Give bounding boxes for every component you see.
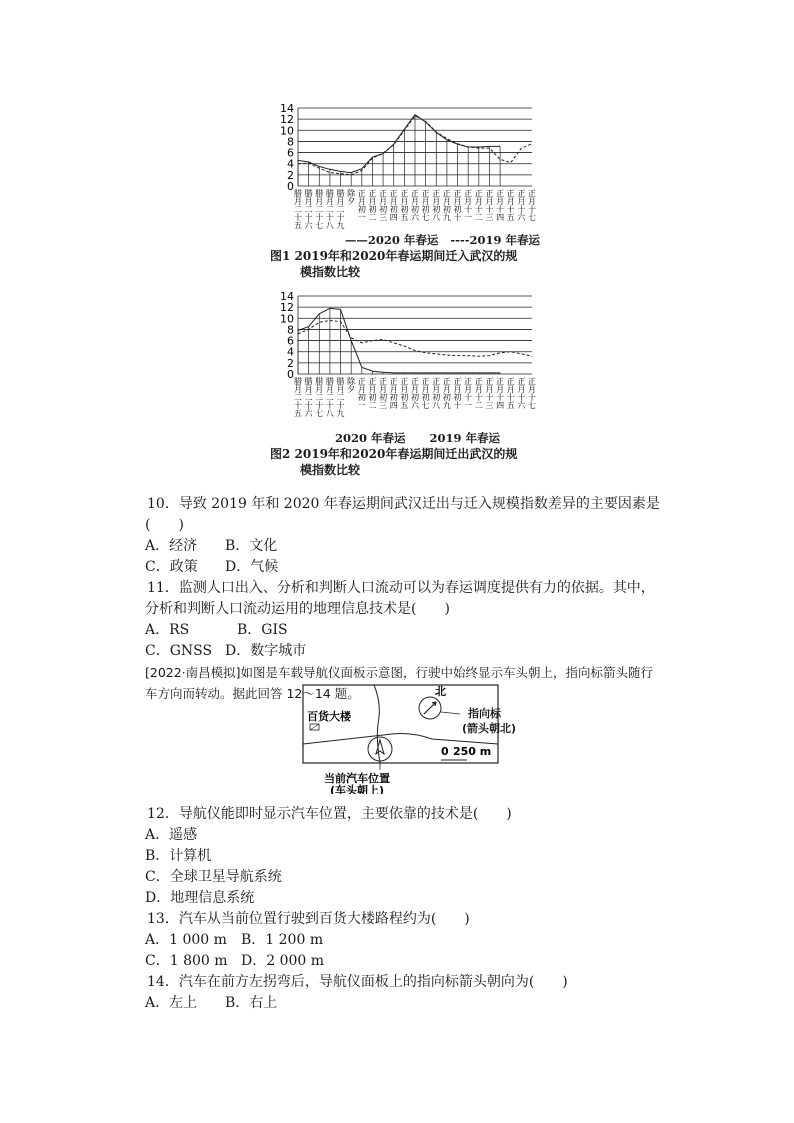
x-tick-label: 正月十二 [474,189,484,221]
x-tick-label: 正月初八 [431,377,441,409]
q13-options-row2 [145,951,665,972]
q11-option-a: A．RS [145,622,190,638]
x-tick-label: 正月初九 [442,189,452,221]
chart2-legend [270,430,560,446]
figure-1-caption [270,248,560,280]
x-tick-label: 腊月二十五 [293,189,303,229]
q11-option-c: C．GNSS [145,643,213,659]
legend-2019: ----2019 年春运 [450,233,540,247]
y-tick-label: 12 [280,113,294,127]
x-tick-label: 正月初三 [378,377,388,409]
x-tick-label: 腊月二十六 [304,189,314,229]
caption-line: 图2 2019年和2020年春运期间迁出武汉的规 [270,447,518,461]
x-tick-label: 正月十一 [463,377,473,409]
scale-zero: 0 [441,745,449,758]
x-tick-label: 腊月二十七 [314,377,324,417]
x-tick-label: 腊月二十八 [325,189,335,229]
x-tick-label: 正月初一 [357,189,367,221]
q10-stem: 10．导致 2019 年和 2020 年春运期间武汉迁出与迁入规模指数差异的主要因素是( ) [145,496,660,533]
q13-options-row1 [145,930,665,951]
north-label: 北 [435,685,446,698]
q14-stem: 14．汽车在前方左拐弯后，导航仪面板上的指向标箭头朝向为( ) [147,974,568,990]
pointer-label: 指向标 [468,707,501,720]
car-note: (车头朝上) [330,784,385,794]
legend-2019: 2019 年春运 [429,431,500,445]
x-tick-label: 腊月二十五 [293,377,303,417]
x-tick-label: 正月初七 [421,377,431,409]
car-label: 当前汽车位置 [324,772,390,785]
building-label: 百货大楼 [307,710,351,723]
x-tick-label: 正月初八 [431,189,441,221]
x-tick-label: 正月十五 [506,377,516,409]
series-2019-line [298,321,532,357]
navigation-panel [302,684,502,794]
q11-options-row2 [145,641,665,662]
x-tick-label: 正月十六 [516,377,526,409]
q14-option-a: A．左上 [145,995,198,1011]
y-tick-label: 0 [287,180,294,193]
pointer-caption [462,706,516,736]
x-tick-label: 正月初三 [378,189,388,221]
y-tick-label: 10 [280,124,294,138]
q13-option-b: B．1 200 m [241,932,324,948]
y-tick-label: 2 [287,356,294,370]
q13-option-a: A．1 000 m [145,932,227,948]
y-tick-label: 14 [280,290,294,303]
q14-option-b: B．右上 [225,995,278,1011]
caption-line: 图1 2019年和2020年春运期间迁入武汉的规 [270,249,518,263]
q11-option-b: B．GIS [237,622,288,638]
y-tick-label: 2 [287,168,294,182]
x-tick-label: 除夕 [346,189,356,205]
q12-option-d: D．地理信息系统 [145,890,255,906]
x-tick-label: 腊月二十九 [336,189,346,229]
legend-2020: 2020 年春运 [334,431,406,445]
x-tick-label: 正月十四 [495,377,505,409]
q10-option-b: B．文化 [225,538,278,554]
q12-option-c: C．全球卫星导航系统 [145,869,282,885]
q10-option-c: C．政策 [145,559,198,575]
q11-stem: 11．监测人口出入、分析和判断人口流动可以为春运调度提供有力的依据。其中，分析和判断人口流动运用的地理信息技术是( ) [145,580,655,617]
y-tick-label: 8 [287,323,294,337]
y-tick-label: 6 [287,334,294,348]
inflow-chart [270,102,560,232]
x-tick-label: 腊月二十八 [325,377,335,417]
q13-option-c: C．1 800 m [145,953,228,969]
x-tick-label: 正月初七 [421,189,431,221]
q13-stem: 13．汽车从当前位置行驶到百货大楼路程约为( ) [147,911,470,927]
q10-options-row2 [145,557,665,578]
x-tick-label: 正月十七 [527,189,537,221]
q10-option-d: D．气候 [225,559,279,575]
q14-options-row1 [145,993,665,1014]
q10-options-row1 [145,536,665,557]
caption-line: 模指数比较 [300,463,361,477]
x-tick-label: 正月十七 [527,377,537,409]
x-tick-label: 正月十一 [463,189,473,221]
x-tick-label: 正月十四 [495,189,505,221]
q13-option-d: D．2 000 m [241,953,325,969]
pointer-note: (箭头朝北) [462,722,517,735]
x-tick-label: 正月初一 [357,377,367,409]
q11-options-row1 [145,620,665,641]
questions-12-14 [145,804,665,1014]
y-tick-label: 10 [280,312,294,326]
y-tick-label: 8 [287,135,294,149]
x-tick-label: 正月初五 [399,377,409,409]
x-tick-label: 正月初五 [399,189,409,221]
q12-14-intro: [2022·南昌模拟]如图是车载导航仪面板示意图，行驶中始终显示车头朝上，指向标箭头随行车方向而转动。据此回答 12～14 题。 [145,665,654,701]
y-tick-label: 4 [287,345,294,359]
q10-option-a: A．经济 [145,538,198,554]
building-hatch [310,724,319,730]
y-tick-label: 4 [287,157,294,171]
q12-stem: 12．导航仪能即时显示汽车位置，主要依靠的技术是( ) [147,806,512,822]
y-tick-label: 6 [287,146,294,160]
q11-option-d: D．数字城市 [225,643,307,659]
x-tick-label: 正月初十 [453,377,463,409]
figure-2 [270,290,560,478]
x-tick-label: 正月十三 [484,377,494,409]
x-tick-label: 正月初六 [410,189,420,221]
x-tick-label: 腊月二十七 [314,189,324,229]
questions-10-11 [145,494,665,704]
y-tick-label: 14 [280,102,294,115]
x-tick-label: 正月初二 [367,189,377,221]
x-tick-label: 正月十六 [516,189,526,221]
x-tick-label: 正月十三 [484,189,494,221]
x-tick-label: 正月初九 [442,377,452,409]
scale-value: 250 m [453,745,492,758]
y-tick-label: 0 [287,368,294,381]
x-tick-label: 正月初四 [389,189,399,221]
chart1-legend [270,232,560,248]
figure-2-caption [270,446,560,478]
y-tick-label: 12 [280,301,294,315]
caption-line: 模指数比较 [300,265,361,279]
x-tick-label: 正月初六 [410,377,420,409]
x-tick-label: 正月十二 [474,377,484,409]
x-tick-label: 腊月二十六 [304,377,314,417]
x-tick-label: 正月初十 [453,189,463,221]
q12-option-b: B．计算机 [145,848,212,864]
x-tick-label: 正月初二 [367,377,377,409]
x-tick-label: 正月十五 [506,189,516,221]
legend-2020: ——2020 年春运 [344,233,439,247]
navigation-map [302,684,517,798]
outflow-chart [270,290,560,430]
figure-1 [270,102,560,280]
q12-option-a: A．遥感 [145,827,198,843]
x-tick-label: 腊月二十九 [336,377,346,417]
pointer-leader-line [441,712,460,714]
x-tick-label: 除夕 [346,377,356,393]
pointer-arrow-icon [424,702,436,714]
x-tick-label: 正月初四 [389,377,399,409]
